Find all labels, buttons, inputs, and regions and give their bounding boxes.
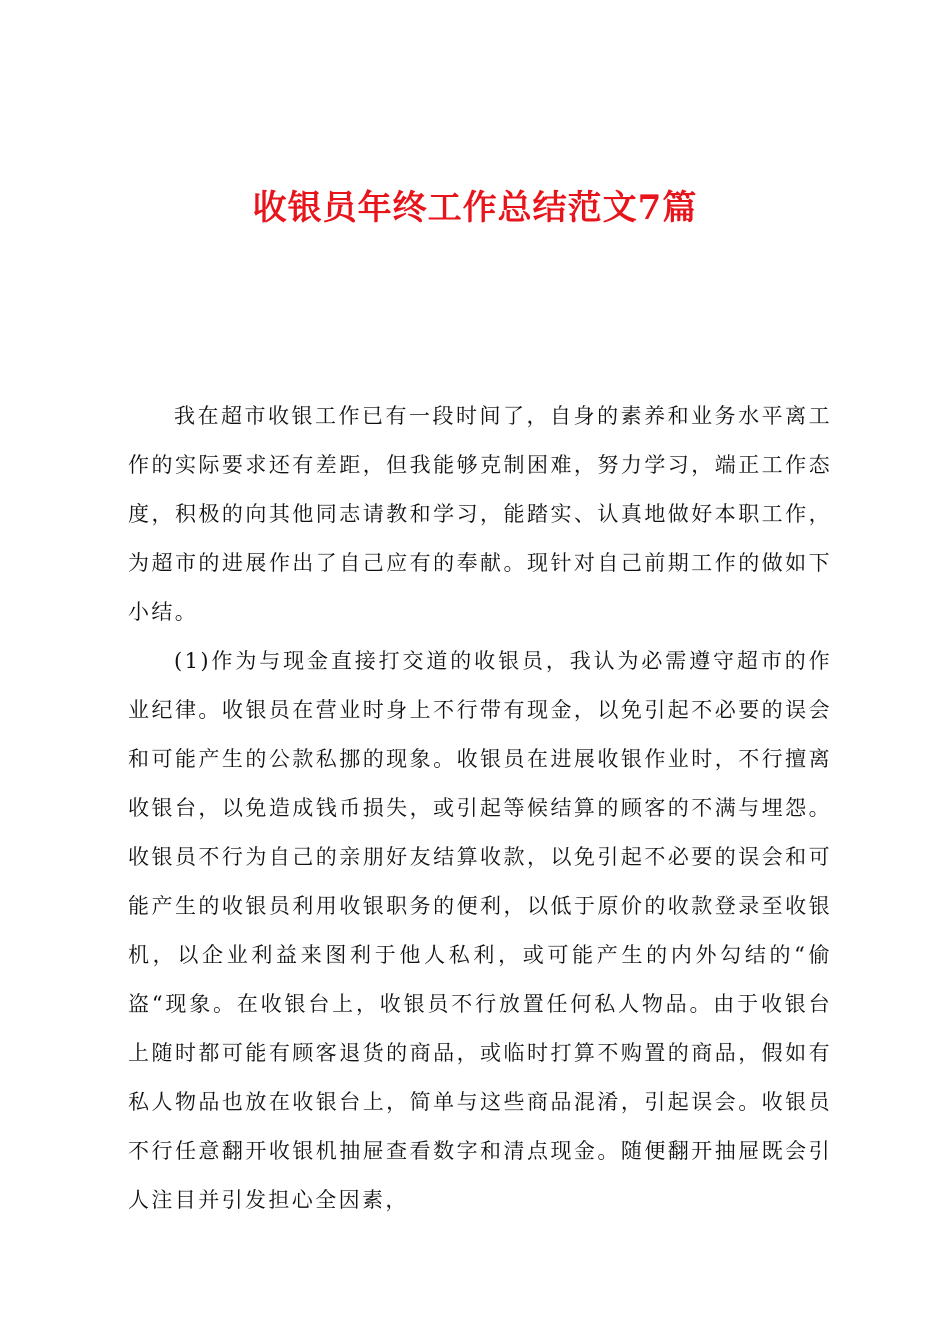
document-body <box>128 392 832 1225</box>
document-title: 收银员年终工作总结范文7篇 <box>252 188 698 228</box>
body-paragraph-intro: 我在超市收银工作已有一段时间了，自身的素养和业务水平离工作的实际要求还有差距，但我能够克制困难，努力学习，端正工作态度，积极的向其他同志请教和学习，能踏实、认真地做好本职工作，为超市的进展作出了自己应有的奉献。现针对自己前期工作的做如下小结。 <box>128 404 832 624</box>
body-paragraph-1: (1)作为与现金直接打交道的收银员，我认为必需遵守超市的作业纪律。收银员在营业时身上不行带有现金，以免引起不必要的误会和可能产生的公款私挪的现象。收银员在进展收银作业时，不行擅离收银台，以免造成钱币损失，或引起等候结算的顾客的不满与埋怨。收银员不行为自己的亲朋好友结算收款，以免引起不必要的误会和可能产生的收银员利用收银职务的便利，以低于原价的收款登录至收银机，以企业利益来图利于他人私利，或可能产生的内外勾结的“偷盗“现象。在收银台上，收银员不行放置任何私人物品。由于收银台上随时都可能有顾客退货的商品，或临时打算不购置的商品，假如有私人物品也放在收银台上，简单与这些商品混淆，引起误会。收银员不行任意翻开收银机抽屉查看数字和清点现金。随便翻开抽屉既会引人注目并引发担心全因素， <box>128 649 832 1212</box>
